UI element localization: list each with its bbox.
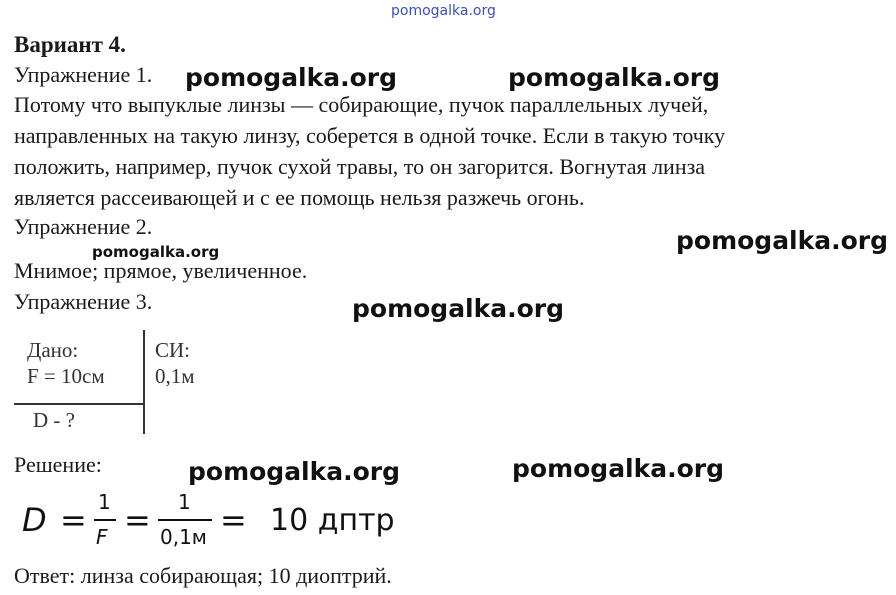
formula-frac1-numerator: 1 xyxy=(98,490,111,514)
formula-equals: = xyxy=(220,501,247,539)
variant-title: Вариант 4. xyxy=(14,32,126,57)
table-vertical-divider xyxy=(143,330,145,434)
watermark: pomogalka.org xyxy=(508,63,721,92)
final-answer: Ответ: линза собирающая; 10 диоптрий. xyxy=(14,563,392,588)
watermark: pomogalka.org xyxy=(92,243,220,261)
watermark: pomogalka.org xyxy=(188,457,401,486)
ex1-line: Потому что выпуклые линзы — собирающие, пучок параллельных лучей, xyxy=(14,92,709,117)
watermark: pomogalka.org xyxy=(352,294,565,323)
formula-equals: = xyxy=(60,501,87,539)
find-value: D - ? xyxy=(33,408,75,432)
top-watermark: pomogalka.org xyxy=(391,3,496,19)
watermark: pomogalka.org xyxy=(512,454,725,483)
watermark: pomogalka.org xyxy=(676,226,889,255)
formula-equals: = xyxy=(124,501,151,539)
formula-lhs: D xyxy=(22,501,47,539)
solution-label: Решение: xyxy=(14,452,102,477)
table-horizontal-divider xyxy=(14,403,144,405)
formula-frac1-bar xyxy=(94,519,116,521)
formula-frac2-bar xyxy=(158,519,212,521)
ex2-answer: Мнимое; прямое, увеличенное. xyxy=(14,258,308,283)
watermark: pomogalka.org xyxy=(185,63,398,92)
formula-frac1-denominator: F xyxy=(96,525,108,549)
ex1-line: является рассеивающей и с ее помощь нельзя разжечь огонь. xyxy=(14,185,585,210)
formula-frac2-numerator: 1 xyxy=(178,490,191,514)
formula-frac2-denominator: 0,1м xyxy=(160,525,207,549)
si-label: СИ: xyxy=(155,338,191,362)
ex3-heading: Упражнение 3. xyxy=(14,289,153,314)
given-label: Дано: xyxy=(27,338,79,362)
si-value: 0,1м xyxy=(155,364,195,388)
given-value: F = 10см xyxy=(27,364,105,388)
ex2-heading: Упражнение 2. xyxy=(14,214,153,239)
formula-result: 10 дптр xyxy=(270,503,395,538)
ex1-line: положить, например, пучок сухой травы, то он загорится. Вогнутая линза xyxy=(14,154,706,179)
ex1-heading: Упражнение 1. xyxy=(14,62,153,87)
ex1-line: направленных на такую линзу, соберется в одной точке. Если в такую точку xyxy=(14,123,726,148)
